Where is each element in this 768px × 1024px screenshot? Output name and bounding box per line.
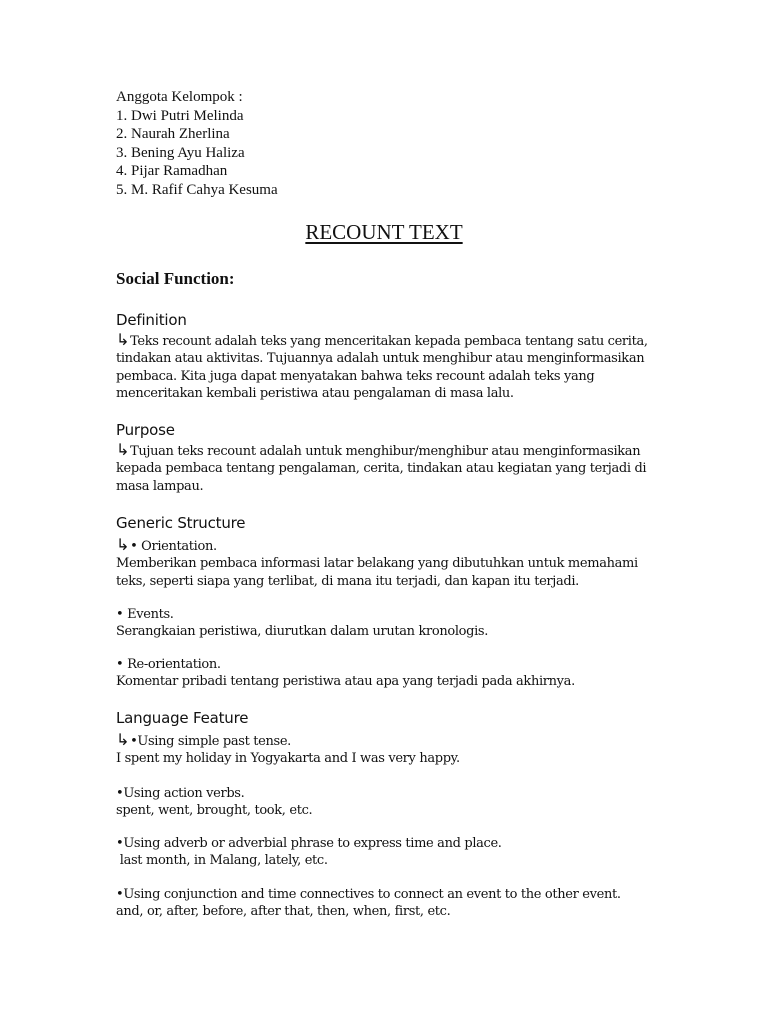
action-verbs-example: spent, went, brought, took, etc. (116, 803, 313, 819)
orientation-line: Memberikan pembaca informasi latar belakang yang dibutuhkan untuk memahami (116, 556, 638, 572)
purpose-body (116, 440, 656, 495)
action-verbs-block (116, 785, 656, 820)
reorientation-line: Komentar pribadi tentang peristiwa atau apa yang terjadi pada akhirnya. (116, 674, 575, 690)
member-item: 1. Dwi Putri Melinda (116, 107, 244, 124)
reorientation-block (116, 656, 656, 691)
arrow-icon: ↳ (116, 330, 130, 349)
definition-line: tindakan atau aktivitas. Tujuannya adalah untuk menghibur atau menginformasikan (116, 351, 645, 367)
purpose-line: kepada pembaca tentang pengalaman, cerita, tindakan atau kegiatan yang terjadi di (116, 461, 647, 477)
action-verbs-label: •Using action verbs. (116, 786, 245, 801)
events-line: Serangkaian peristiwa, diurutkan dalam urutan kronologis. (116, 624, 488, 640)
definition-line: Teks recount adalah teks yang menceritakan kepada pembaca tentang satu cerita, (130, 334, 648, 349)
events-block (116, 606, 656, 641)
orientation-label: • Orientation. (130, 539, 217, 554)
conjunction-example: and, or, after, before, after that, then, when, first, etc. (116, 904, 451, 920)
member-item: 3. Bening Ayu Haliza (116, 144, 245, 161)
conjunction-label: •Using conjunction and time connectives to connect an event to the other event. (116, 887, 621, 902)
document-title (0, 219, 768, 245)
reorientation-label: • Re-orientation. (116, 657, 221, 672)
past-tense-example: I spent my holiday in Yogyakarta and I was very happy. (116, 751, 460, 767)
past-tense-label: •Using simple past tense. (130, 734, 291, 749)
generic-structure-heading: Generic Structure (116, 514, 246, 532)
orientation-block (116, 535, 656, 590)
group-members (116, 88, 278, 200)
member-item: 5. M. Rafif Cahya Kesuma (116, 181, 278, 198)
definition-heading: Definition (116, 311, 187, 329)
definition-line: menceritakan kembali peristiwa atau pengalaman di masa lalu. (116, 386, 514, 402)
past-tense-block (116, 730, 656, 768)
adverb-example: last month, in Malang, lately, etc. (116, 853, 328, 869)
definition-line: pembaca. Kita juga dapat menyatakan bahwa teks recount adalah teks yang (116, 368, 595, 384)
members-heading: Anggota Kelompok : (116, 89, 243, 105)
purpose-line: Tujuan teks recount adalah untuk menghibur/menghibur atau menginformasikan (130, 444, 641, 459)
orientation-line: teks, seperti siapa yang terlibat, di mana itu terjadi, dan kapan itu terjadi. (116, 573, 579, 589)
member-item: 2. Naurah Zherlina (116, 126, 230, 143)
language-feature-heading: Language Feature (116, 709, 249, 727)
member-item: 4. Pijar Ramadhan (116, 163, 228, 180)
document-title-text: RECOUNT TEXT (305, 220, 463, 244)
arrow-icon: ↳ (116, 730, 130, 749)
arrow-icon: ↳ (116, 440, 130, 459)
events-label: • Events. (116, 607, 174, 622)
purpose-line: masa lampau. (116, 478, 204, 494)
social-function-heading: Social Function: (116, 269, 235, 288)
arrow-icon: ↳ (116, 535, 130, 554)
conjunction-block (116, 886, 656, 921)
purpose-heading: Purpose (116, 421, 175, 439)
adverb-block (116, 835, 656, 870)
adverb-label: •Using adverb or adverbial phrase to express time and place. (116, 836, 502, 851)
definition-body (116, 330, 656, 403)
